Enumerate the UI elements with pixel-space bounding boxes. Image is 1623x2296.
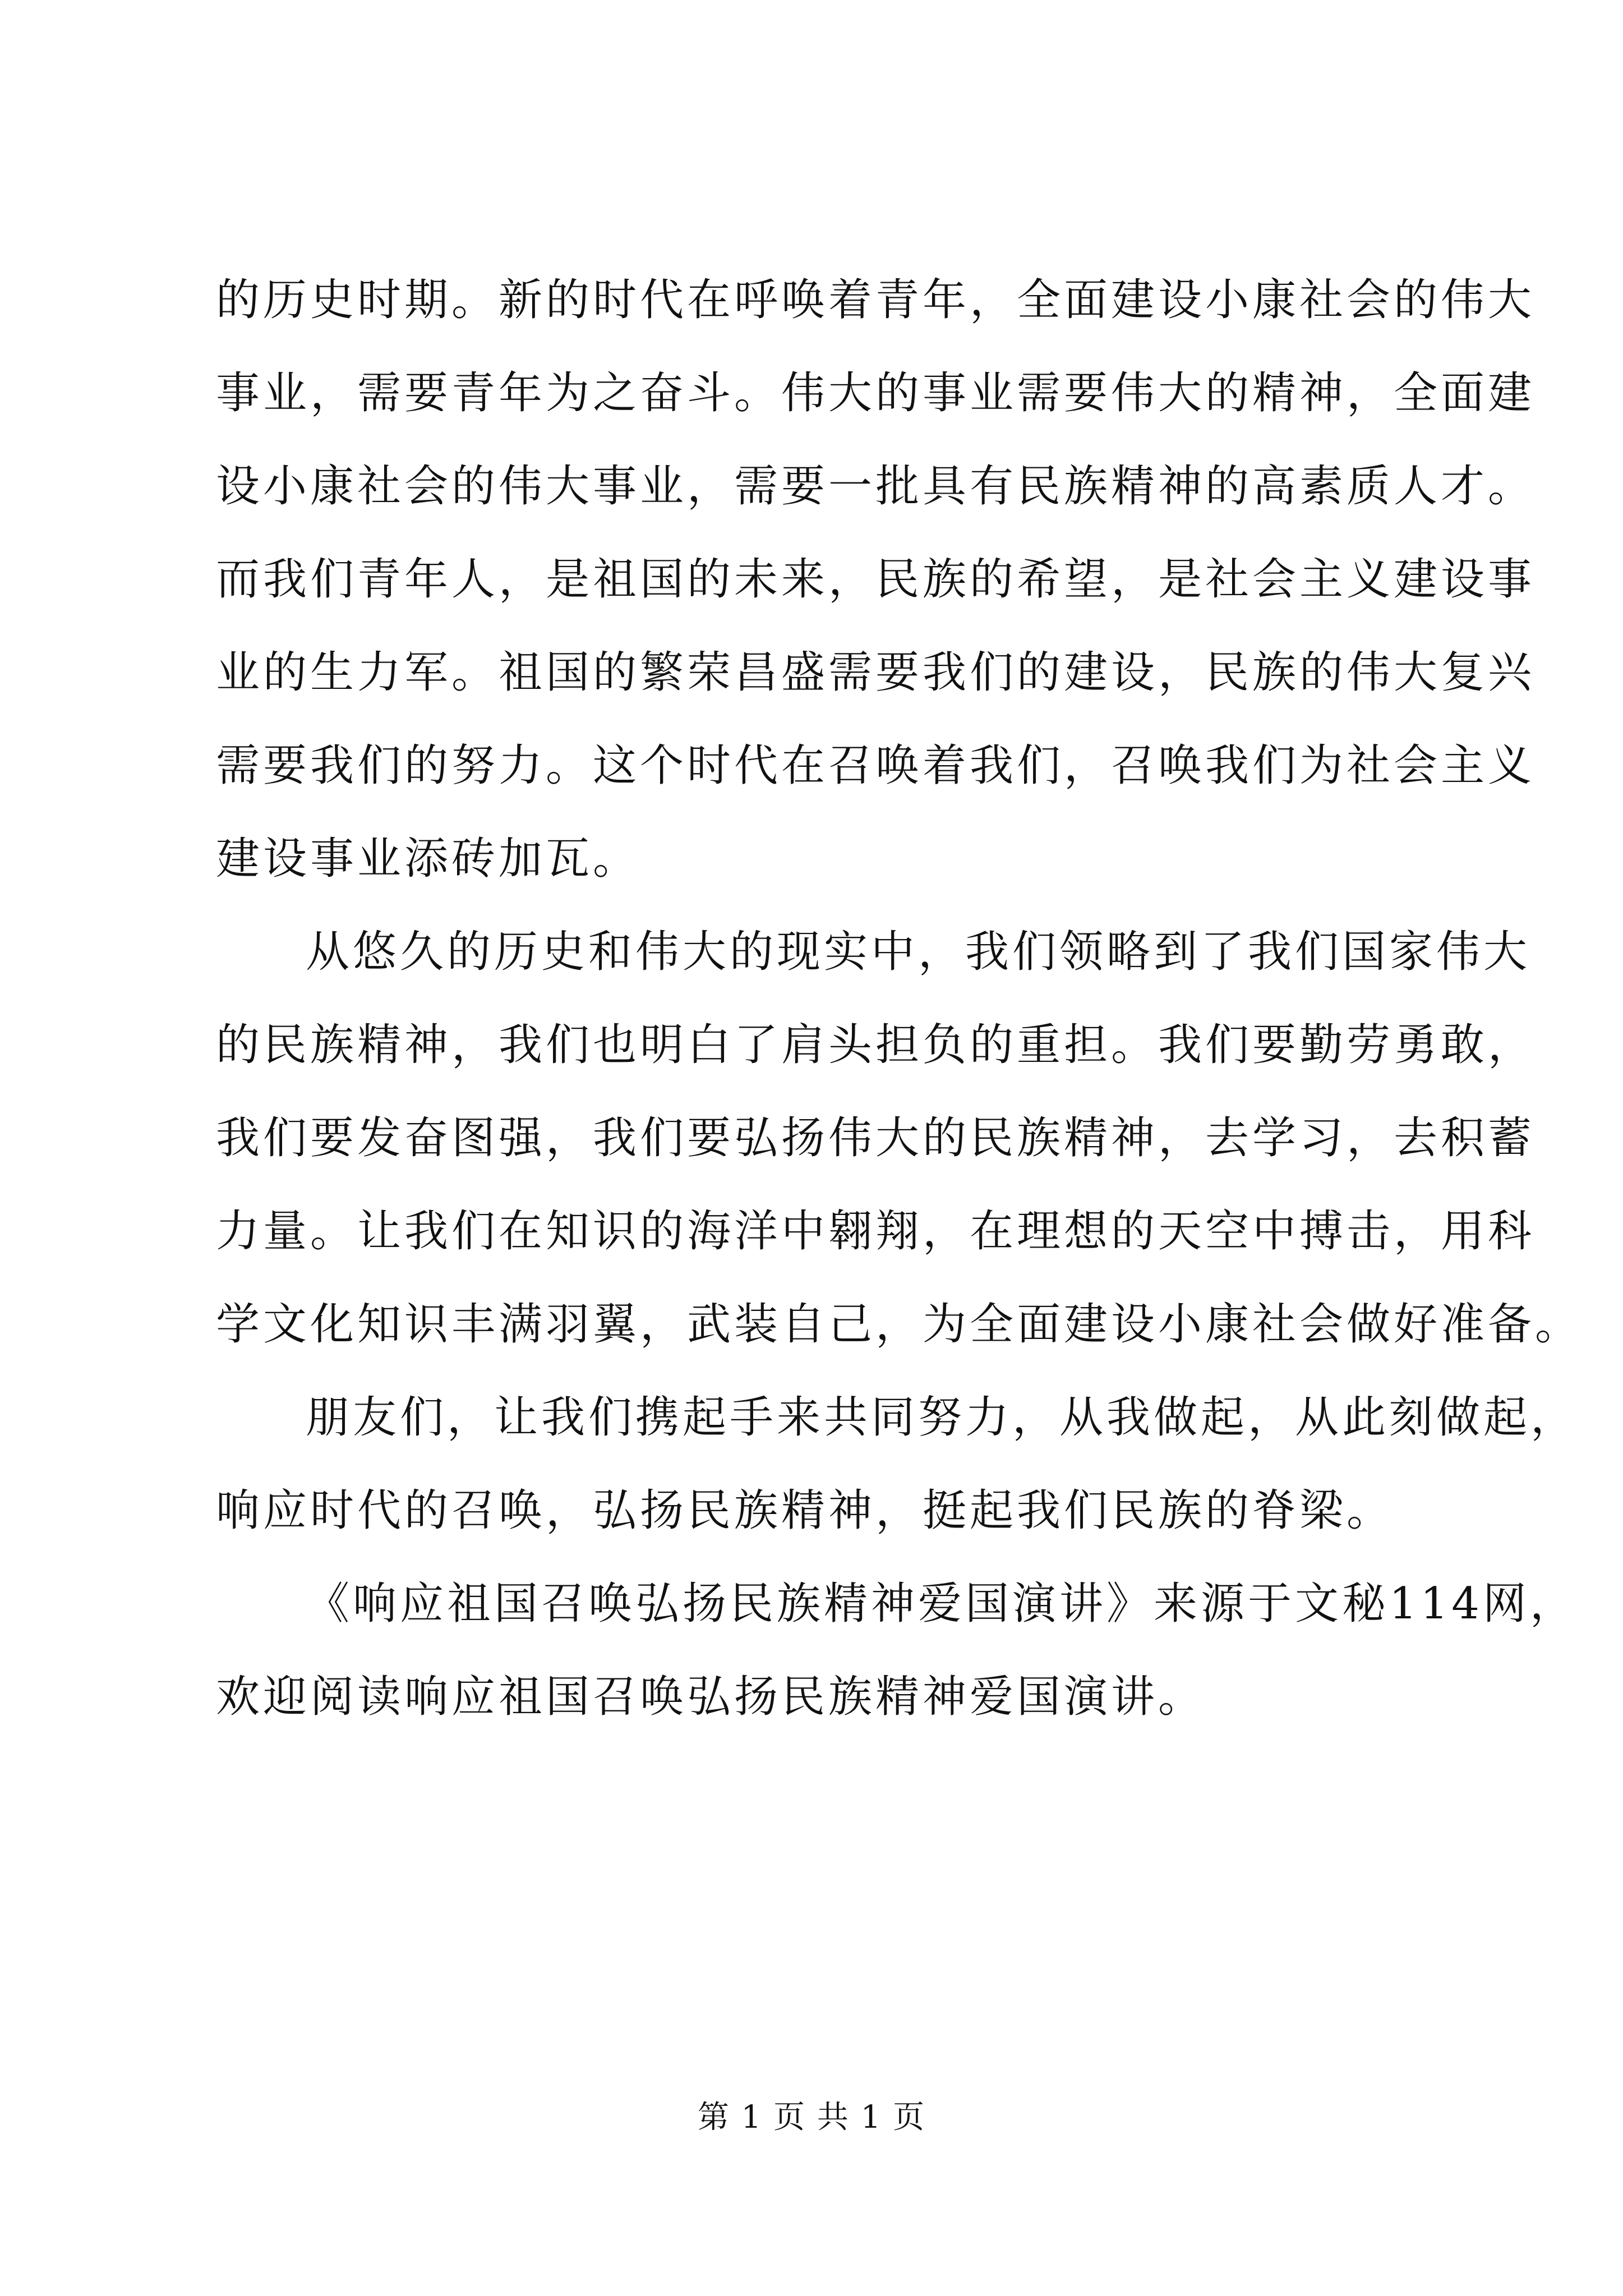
paragraph-line: 建设事业添砖加瓦。	[216, 834, 640, 884]
paragraph-4	[216, 1557, 1577, 1743]
paragraph-line: 学文化知识丰满羽翼，武装自己，为全面建设小康社会做好准备。	[216, 1299, 1583, 1350]
paragraph-line: 朋友们，让我们携起手来共同努力，从我做起，从此刻做起，	[306, 1392, 1578, 1443]
paragraph-line: 从悠久的历史和伟大的现实中，我们领略到了我们国家伟大	[306, 927, 1531, 977]
paragraph-line: 需要我们的努力。这个时代在召唤着我们，召唤我们为社会主义	[216, 740, 1536, 791]
paragraph-3	[216, 1371, 1578, 1557]
paragraph-line: 业的生力军。祖国的繁荣昌盛需要我们的建设，民族的伟大复兴	[216, 647, 1536, 698]
paragraph-line: 我们要发奋图强，我们要弘扬伟大的民族精神，去学习，去积蓄	[216, 1113, 1536, 1163]
page-number-footer: 第 1 页 共 1 页	[697, 2099, 926, 2136]
paragraph-line: 欢迎阅读响应祖国召唤弘扬民族精神爱国演讲。	[216, 1672, 1206, 1722]
document-body	[216, 254, 1583, 1743]
paragraph-2	[216, 905, 1583, 1371]
paragraph-1	[216, 254, 1536, 905]
paragraph-line: 事业，需要青年为之奋斗。伟大的事业需要伟大的精神，全面建	[216, 368, 1536, 418]
paragraph-line: 的民族精神，我们也明白了肩头担负的重担。我们要勤劳勇敢，	[216, 1020, 1536, 1070]
paragraph-line: 力量。让我们在知识的海洋中翱翔，在理想的天空中搏击，用科	[216, 1206, 1536, 1257]
paragraph-line: 而我们青年人，是祖国的未来，民族的希望，是社会主义建设事	[216, 554, 1536, 605]
paragraph-line: 响应时代的召唤，弘扬民族精神，挺起我们民族的脊梁。	[216, 1485, 1394, 1536]
paragraph-line: 设小康社会的伟大事业，需要一批具有民族精神的高素质人才。	[216, 461, 1536, 512]
paragraph-line: 《响应祖国召唤弘扬民族精神爱国演讲》来源于文秘114网，	[306, 1579, 1577, 1629]
paragraph-line: 的历史时期。新的时代在呼唤着青年，全面建设小康社会的伟大	[216, 275, 1536, 325]
